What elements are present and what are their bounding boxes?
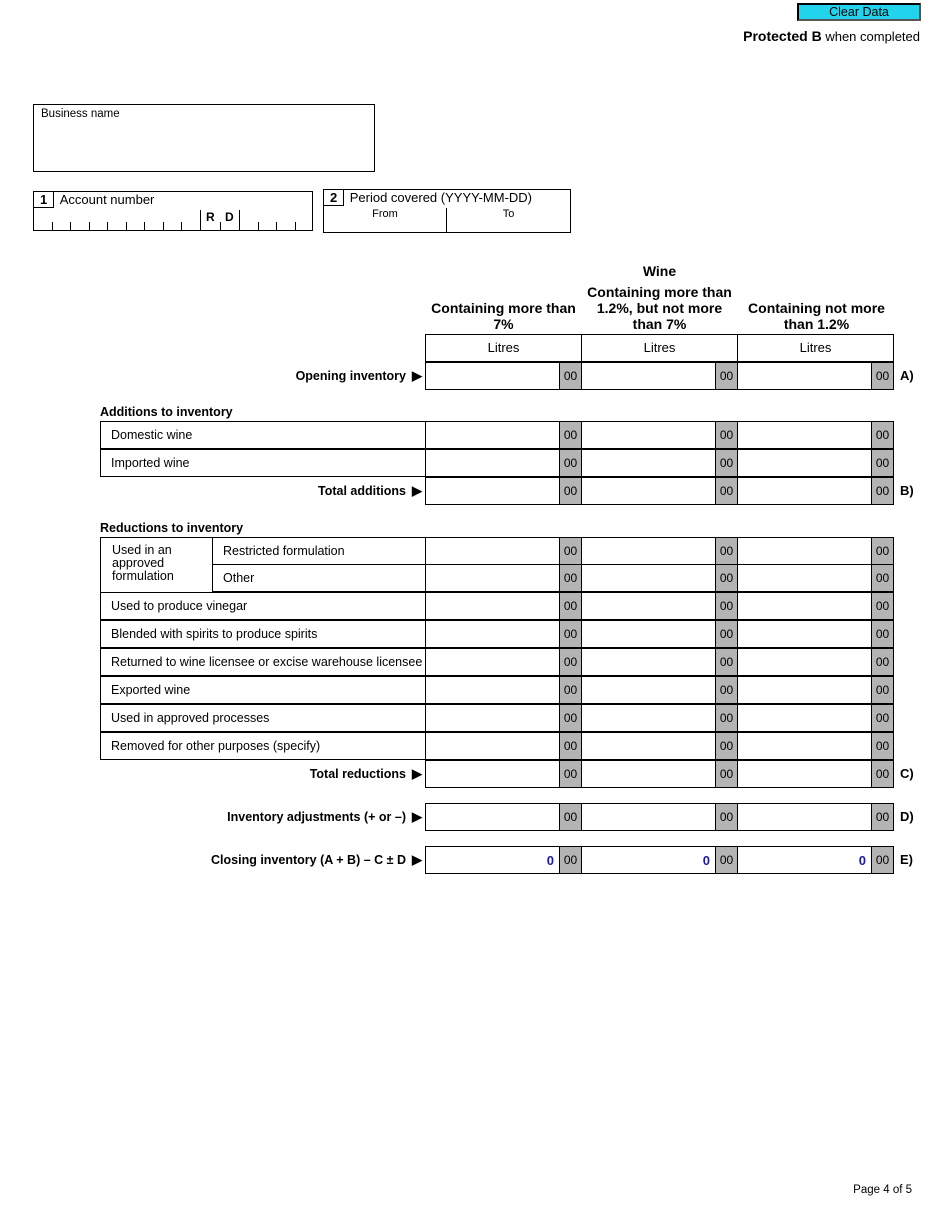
reductions-row-label: Removed for other purposes (specify)	[100, 732, 426, 760]
amount-input-col-3[interactable]	[737, 732, 894, 760]
amount-input-col-3[interactable]	[737, 704, 894, 732]
amount-input-col-3[interactable]	[737, 676, 894, 704]
cents-box: 00	[715, 803, 738, 831]
cents-box: 00	[871, 732, 894, 760]
account-rt-r: R	[206, 210, 215, 224]
period-covered-label: Period covered (YYYY-MM-DD)	[349, 190, 533, 205]
amount-input-col-3	[737, 477, 894, 505]
inventory-adjustments-label	[100, 803, 422, 831]
closing-value: 0	[546, 853, 554, 868]
cents-box: 00	[871, 620, 894, 648]
cents-box: 00	[871, 592, 894, 620]
reductions-row-label: Used to produce vinegar	[100, 592, 426, 620]
cents-box: 00	[871, 648, 894, 676]
arrow-icon: ▶	[412, 766, 422, 781]
opening-inventory-text: Opening inventory	[295, 369, 406, 383]
amount-input-col-2[interactable]	[581, 648, 738, 676]
arrow-icon: ▶	[412, 852, 422, 867]
amount-input-col-3[interactable]	[737, 537, 894, 565]
wine-group-header: Wine	[642, 263, 677, 279]
reductions-row-label: Other	[212, 564, 426, 592]
cents-box: 00	[715, 537, 738, 565]
amount-input-col-1[interactable]	[425, 704, 582, 732]
cents-box: 00	[559, 760, 582, 788]
cents-box: 00	[715, 362, 738, 390]
column-unit-3: Litres	[737, 334, 894, 362]
amount-input-col-2[interactable]	[581, 421, 738, 449]
additions-row-label: Imported wine	[100, 449, 426, 477]
arrow-icon: ▶	[412, 809, 422, 824]
cents-box: 00	[715, 846, 738, 874]
total-additions-letter: B)	[900, 483, 914, 498]
cents-box: 00	[559, 537, 582, 565]
account-number-tag: 1	[34, 192, 54, 208]
amount-input-col-2	[581, 760, 738, 788]
cents-box: 00	[559, 620, 582, 648]
period-from-field[interactable]	[324, 208, 447, 233]
cents-box: 00	[715, 704, 738, 732]
protected-suffix: when completed	[821, 29, 920, 44]
approved-formulation-label: Used in an approved formulation	[112, 543, 174, 583]
amount-input-col-2	[581, 846, 738, 874]
cents-box: 00	[559, 648, 582, 676]
cents-box: 00	[559, 421, 582, 449]
amount-input-col-2[interactable]	[581, 803, 738, 831]
total-additions-label	[100, 477, 422, 505]
amount-input-col-1[interactable]	[425, 592, 582, 620]
period-from-label: From	[372, 208, 398, 220]
cents-box: 00	[715, 564, 738, 592]
opening-inventory-letter: A)	[900, 368, 914, 383]
amount-input-col-2[interactable]	[581, 620, 738, 648]
closing-inventory-text: Closing inventory (A + B) – C ± D	[211, 853, 406, 867]
cents-box: 00	[871, 564, 894, 592]
reductions-title: Reductions to inventory	[100, 521, 244, 535]
cents-box: 00	[559, 704, 582, 732]
amount-input-col-2[interactable]	[581, 537, 738, 565]
amount-input-col-1[interactable]	[425, 620, 582, 648]
column-unit-2: Litres	[581, 334, 738, 362]
column-unit-1: Litres	[425, 334, 582, 362]
amount-input-col-1[interactable]	[425, 449, 582, 477]
protected-label: Protected B	[743, 28, 822, 44]
cents-box: 00	[715, 760, 738, 788]
cents-box: 00	[871, 449, 894, 477]
period-covered-tag: 2	[324, 190, 344, 206]
account-number-ticks	[34, 210, 312, 230]
additions-title: Additions to inventory	[100, 405, 233, 419]
cents-box: 00	[715, 592, 738, 620]
period-to-field[interactable]	[447, 208, 570, 233]
cents-box: 00	[871, 803, 894, 831]
additions-row-label: Domestic wine	[100, 421, 426, 449]
cents-box: 00	[871, 704, 894, 732]
total-additions-text: Total additions	[318, 484, 406, 498]
cents-box: 00	[559, 449, 582, 477]
closing-value: 0	[702, 853, 710, 868]
business-name-label: Business name	[41, 108, 120, 120]
amount-input-col-3[interactable]	[737, 362, 894, 390]
amount-input-col-3	[737, 846, 894, 874]
amount-input-col-3[interactable]	[737, 803, 894, 831]
cents-box: 00	[715, 477, 738, 505]
amount-input-col-1[interactable]	[425, 676, 582, 704]
amount-input-col-1[interactable]	[425, 732, 582, 760]
cents-box: 00	[715, 421, 738, 449]
cents-box: 00	[715, 620, 738, 648]
column-header-2: Containing more than 1.2%, but not more than 7%	[587, 284, 732, 332]
amount-input-col-1[interactable]	[425, 362, 582, 390]
amount-input-col-2[interactable]	[581, 732, 738, 760]
account-rt-d: D	[225, 210, 234, 224]
cents-box: 00	[559, 846, 582, 874]
amount-input-col-2[interactable]	[581, 362, 738, 390]
cents-box: 00	[871, 362, 894, 390]
reductions-row-label: Exported wine	[100, 676, 426, 704]
account-number-field[interactable]	[33, 191, 313, 231]
cents-box: 00	[871, 537, 894, 565]
column-header-3: Containing not more than 1.2%	[748, 300, 885, 332]
amount-input-col-2[interactable]	[581, 592, 738, 620]
account-number-label: Account number	[59, 192, 155, 207]
cents-box: 00	[715, 648, 738, 676]
amount-input-col-3	[737, 760, 894, 788]
amount-input-col-2[interactable]	[581, 704, 738, 732]
amount-input-col-1	[425, 846, 582, 874]
amount-input-col-1[interactable]	[425, 537, 582, 565]
period-covered-field	[323, 189, 571, 233]
business-name-field[interactable]	[33, 104, 375, 172]
page-number: Page 4 of 5	[853, 1184, 912, 1196]
reductions-row-label: Blended with spirits to produce spirits	[100, 620, 426, 648]
approved-formulation-group	[100, 537, 213, 593]
cents-box: 00	[715, 732, 738, 760]
reductions-row-label: Used in approved processes	[100, 704, 426, 732]
amount-input-col-1[interactable]	[425, 564, 582, 592]
amount-input-col-2[interactable]	[581, 676, 738, 704]
cents-box: 00	[559, 732, 582, 760]
closing-value: 0	[858, 853, 866, 868]
cents-box: 00	[559, 592, 582, 620]
amount-input-col-2[interactable]	[581, 564, 738, 592]
cents-box: 00	[559, 803, 582, 831]
cents-box: 00	[559, 477, 582, 505]
amount-input-col-2	[581, 477, 738, 505]
amount-input-col-1[interactable]	[425, 421, 582, 449]
cents-box: 00	[871, 846, 894, 874]
amount-input-col-1[interactable]	[425, 803, 582, 831]
amount-input-col-3[interactable]	[737, 592, 894, 620]
column-header-1: Containing more than 7%	[431, 300, 576, 332]
cents-box: 00	[559, 362, 582, 390]
opening-inventory-label	[100, 362, 422, 390]
total-reductions-text: Total reductions	[309, 767, 406, 781]
amount-input-col-1	[425, 760, 582, 788]
amount-input-col-3[interactable]	[737, 421, 894, 449]
inventory-adjustments-text: Inventory adjustments (+ or –)	[227, 810, 406, 824]
protected-notice	[743, 28, 920, 44]
amount-input-col-2[interactable]	[581, 449, 738, 477]
arrow-icon: ▶	[412, 368, 422, 383]
amount-input-col-3[interactable]	[737, 648, 894, 676]
amount-input-col-3[interactable]	[737, 564, 894, 592]
inventory-adjustments-letter: D)	[900, 809, 914, 824]
closing-inventory-letter: E)	[900, 852, 913, 867]
amount-input-col-1[interactable]	[425, 648, 582, 676]
amount-input-col-1	[425, 477, 582, 505]
reductions-row-label: Restricted formulation	[212, 537, 426, 565]
cents-box: 00	[871, 676, 894, 704]
cents-box: 00	[871, 477, 894, 505]
closing-inventory-label	[100, 846, 422, 874]
amount-input-col-3[interactable]	[737, 449, 894, 477]
cents-box: 00	[559, 676, 582, 704]
total-reductions-label	[100, 760, 422, 788]
cents-box: 00	[715, 449, 738, 477]
total-reductions-letter: C)	[900, 766, 914, 781]
arrow-icon: ▶	[412, 483, 422, 498]
reductions-row-label: Returned to wine licensee or excise warehouse licensee	[100, 648, 426, 676]
cents-box: 00	[715, 676, 738, 704]
period-to-label: To	[502, 208, 515, 220]
cents-box: 00	[559, 564, 582, 592]
cents-box: 00	[871, 760, 894, 788]
clear-data-button[interactable]: Clear Data	[797, 3, 921, 21]
cents-box: 00	[871, 421, 894, 449]
amount-input-col-3[interactable]	[737, 620, 894, 648]
